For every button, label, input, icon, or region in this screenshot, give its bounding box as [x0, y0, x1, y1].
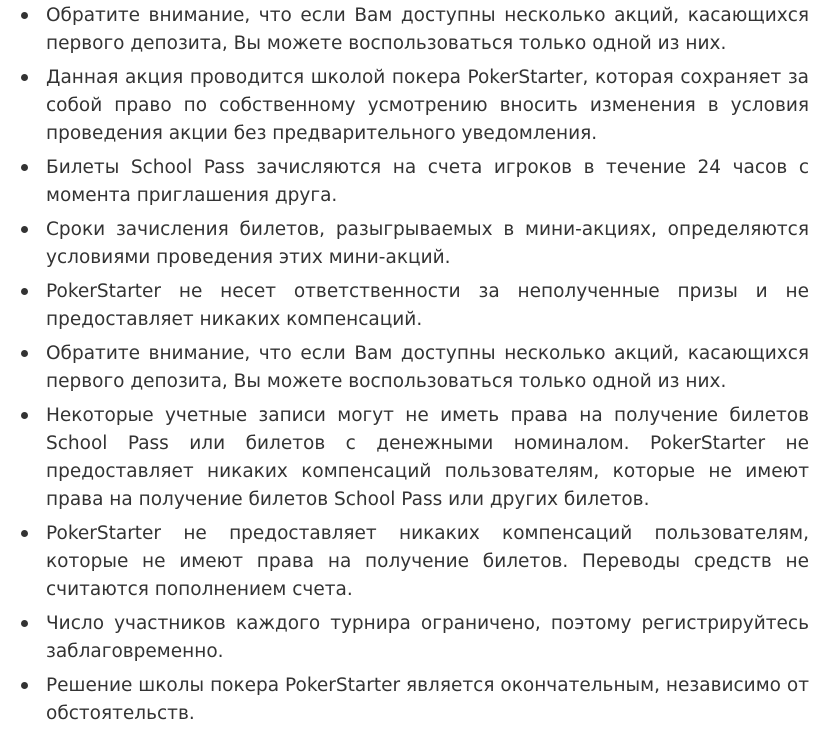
list-item	[18, 672, 809, 728]
bullet-icon	[21, 288, 28, 295]
rule-text: Некоторые учетные записи могут не иметь права на получение билетов School Pass или билетов с денежными номиналом. PokerStarter не предоставляет никаких компенсаций пользователям, которые не имеют права на получение билетов School Pass или других билетов.	[46, 405, 809, 510]
bullet-icon	[21, 226, 28, 233]
list-item	[18, 2, 809, 58]
bullet-icon	[21, 350, 28, 357]
bullet-icon	[21, 620, 28, 627]
rule-text: Решение школы покера PokerStarter является окончательным, независимо от обстоятельств.	[46, 675, 809, 724]
rule-text: Сроки зачисления билетов, разыгрываемых в мини-акциях, определяются условиями проведения этих мини-акций.	[46, 219, 809, 268]
bullet-icon	[21, 12, 28, 19]
bullet-icon	[21, 74, 28, 81]
list-item	[18, 340, 809, 396]
rule-text: Обратите внимание, что если Вам доступны несколько акций, касающихся первого депозита, Вы можете воспользоваться только одной из них.	[46, 5, 809, 54]
bullet-icon	[21, 682, 28, 689]
list-item	[18, 64, 809, 148]
rule-text: Обратите внимание, что если Вам доступны несколько акций, касающихся первого депозита, Вы можете воспользоваться только одной из них.	[46, 343, 809, 392]
rule-text: PokerStarter не предоставляет никаких компенсаций пользователям, которые не имеют права на получение билетов. Переводы средств не считаются пополнением счета.	[46, 523, 809, 600]
rule-text: PokerStarter не несет ответственности за неполученные призы и не предоставляет никаких компенсаций.	[46, 281, 809, 330]
list-item	[18, 278, 809, 334]
list-item	[18, 610, 809, 666]
rule-text: Данная акция проводится школой покера PokerStarter, которая сохраняет за собой право по собственному усмотрению вносить изменения в условия проведения акции без предварительного уведомления.	[46, 67, 809, 144]
list-item	[18, 154, 809, 210]
bullet-icon	[21, 412, 28, 419]
list-item	[18, 402, 809, 514]
rule-text: Число участников каждого турнира ограничено, поэтому регистрируйтесь заблаговременно.	[46, 613, 809, 662]
rule-text: Билеты School Pass зачисляются на счета игроков в течение 24 часов с момента приглашения друга.	[46, 157, 809, 206]
list-item	[18, 216, 809, 272]
list-item	[18, 520, 809, 604]
bullet-icon	[21, 164, 28, 171]
bullet-icon	[21, 530, 28, 537]
